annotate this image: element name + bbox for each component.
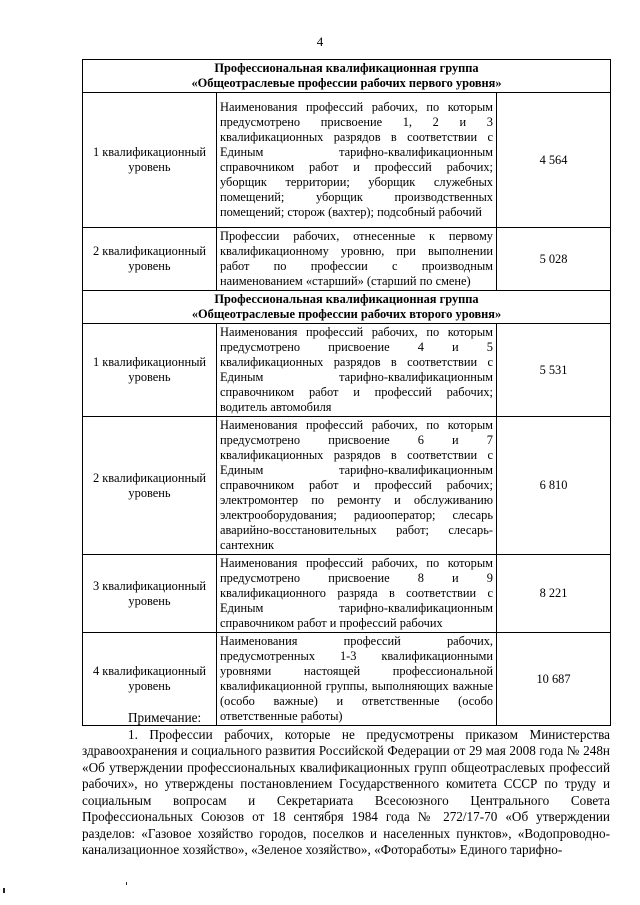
group-title-line1: Профессиональная квалификационная группа xyxy=(214,292,479,306)
salary-value: 10 687 xyxy=(497,633,611,726)
note-section xyxy=(82,710,610,859)
profession-description: Наименования профессий рабочих, по которым предусмотрено присвоение 1, 2 и 3 квалификационных разрядов в соответствии с Единым тарифно-квалификационным справочником работ и профессий рабочих; уборщик территории; уборщик служебных помещений; уборщик производственных помещений; сторож (вахтер); подсобный рабочий xyxy=(217,93,497,228)
qualification-level: 4 квалификационный уровень xyxy=(83,633,217,726)
table-row xyxy=(83,228,611,291)
table-row xyxy=(83,417,611,555)
salary-value: 6 810 xyxy=(497,417,611,555)
profession-description: Наименования профессий рабочих, по которым предусмотрено присвоение 6 и 7 квалификационных разрядов в соответствии с Единым тарифно-квалификационным справочником работ и профессий рабочих; электромонтер по ремонту и обслуживанию электрооборудования; радиооператор; слесарь аварийно-восстановительных работ; слесарь-сантехник xyxy=(217,417,497,555)
salary-value: 4 564 xyxy=(497,93,611,228)
group-title-line2: «Общеотраслевые профессии рабочих первого уровня» xyxy=(191,76,502,90)
table-row xyxy=(83,555,611,633)
note-title: Примечание: xyxy=(128,710,202,725)
qualification-table xyxy=(82,59,611,726)
group-title-line1: Профессиональная квалификационная группа xyxy=(214,61,479,75)
table-row xyxy=(83,93,611,228)
salary-value: 5 531 xyxy=(497,324,611,417)
salary-value: 5 028 xyxy=(497,228,611,291)
profession-description: Наименования профессий рабочих, по которым предусмотрено присвоение 4 и 5 квалификационных разрядов в соответствии с Единым тарифно-квалификационным справочником работ и профессий рабочих; водитель автомобиля xyxy=(217,324,497,417)
scan-mark xyxy=(126,882,127,885)
salary-value: 8 221 xyxy=(497,555,611,633)
group-header-row xyxy=(83,291,611,324)
group-title-line2: «Общеотраслевые профессии рабочих второго уровня» xyxy=(191,307,502,321)
profession-description: Наименования профессий рабочих, по которым предусмотрено присвоение 8 и 9 квалификационного разряда в соответствии с Единым тарифно-квалификационным справочником работ и профессий рабочих xyxy=(217,555,497,633)
group-title xyxy=(83,60,611,93)
qualification-level: 2 квалификационный уровень xyxy=(83,417,217,555)
qualification-level: 1 квалификационный уровень xyxy=(83,324,217,417)
scan-mark xyxy=(3,888,5,893)
profession-description: Наименования профессий рабочих, предусмотренных 1-3 квалификационными уровнями настоящей профессиональной квалификационной группы, выполняющих важные (особо важные) и ответственные (особо ответственные работы) xyxy=(217,633,497,726)
qualification-level: 2 квалификационный уровень xyxy=(83,228,217,291)
table-row xyxy=(83,324,611,417)
profession-description: Профессии рабочих, отнесенные к первому квалификационному уровню, при выполнении работ по профессии с производным наименованием «старший» (старший по смене) xyxy=(217,228,497,291)
qualification-level: 1 квалификационный уровень xyxy=(83,93,217,228)
page-number: 4 xyxy=(316,34,324,49)
qualification-level: 3 квалификационный уровень xyxy=(83,555,217,633)
group-header-row xyxy=(83,60,611,93)
note-body: 1. Профессии рабочих, которые не предусмотрены приказом Министерства здравоохранения и социального развития Российской Федерации от 29 мая 2008 года № 248н «Об утверждении профессиональных квалификационных групп общеотраслевых профессий рабочих», но утверждены постановлением Государственного комитета СССР по труду и социальным вопросам и Секретариата Всесоюзного Центрального Совета Профессиональных Союзов от 18 сентября 1984 года № 272/17-70 «Об утверждении разделов: «Газовое хозяйство городов, поселков и населенных пунктов», «Водопроводно-канализационное хозяйство», «Зеленое хозяйство», «Фотоработы» Единого тарифно- xyxy=(82,726,610,857)
group-title xyxy=(83,291,611,324)
